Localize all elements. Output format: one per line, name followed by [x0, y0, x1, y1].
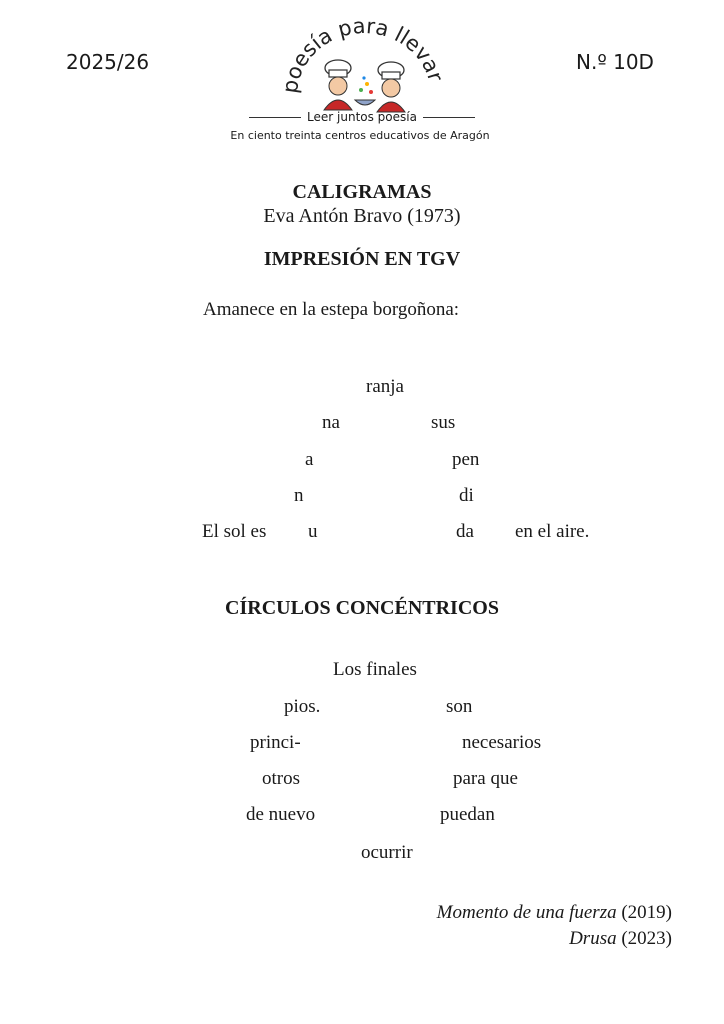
poem2-bottom: ocurrir [361, 842, 413, 863]
poem2-right-line: para que [453, 768, 518, 789]
chef-left-icon [324, 60, 352, 110]
orange-syllable: sus [431, 412, 456, 433]
source-title: Momento de una fuerza [436, 902, 617, 923]
orange-syllable: n [294, 485, 304, 506]
tagline-rule-left [249, 117, 301, 118]
source-year: (2019) [616, 902, 672, 923]
section-title: CALIGRAMAS [292, 181, 432, 203]
source-line [437, 902, 672, 924]
issue-number: N.º 10D [576, 50, 654, 74]
header-subtitle: En ciento treinta centros educativos de Aragón [230, 129, 490, 142]
poem2-top: Los finales [333, 659, 417, 680]
poem1-suffix: en el aire. [515, 521, 590, 542]
school-year: 2025/26 [66, 50, 150, 74]
logo-tagline [222, 110, 502, 124]
chef-right-icon [377, 62, 405, 112]
orange-syllable: da [456, 521, 474, 542]
source-year: (2023) [616, 928, 672, 949]
source-title: Drusa [569, 928, 617, 949]
poem2-left-line: pios. [284, 696, 321, 717]
source-line [569, 928, 672, 950]
poem2-left-line: princi- [250, 732, 301, 753]
poem2-title: CÍRCULOS CONCÉNTRICOS [225, 597, 499, 619]
logo-arc-text: oesía para lleva [283, 18, 443, 83]
author: Eva Antón Bravo (1973) [263, 205, 461, 227]
poem2-right-line: son [446, 696, 473, 717]
poem2-left-line: otros [262, 768, 300, 789]
poem2-left-line: de nuevo [246, 804, 316, 825]
orange-syllable: ranja [366, 376, 404, 397]
steaming-pot-icon [355, 76, 375, 105]
orange-syllable: u [308, 521, 318, 542]
poem2-right-line: puedan [440, 804, 495, 825]
orange-syllable: pen [452, 449, 480, 470]
poem1-title: IMPRESIÓN EN TGV [263, 248, 461, 270]
poesia-para-llevar-logo [283, 18, 443, 118]
orange-syllable: a [305, 449, 314, 470]
poem1-prefix: El sol es [202, 521, 267, 542]
poem1-intro: Amanece en la estepa borgoñona: [203, 299, 460, 320]
poem2-right-line: necesarios [462, 732, 542, 753]
tagline-text: Leer juntos poesía [307, 110, 417, 124]
logo-graphic [283, 18, 443, 118]
tagline-rule-right [423, 117, 475, 118]
orange-syllable: di [459, 485, 474, 506]
orange-syllable: na [322, 412, 340, 433]
